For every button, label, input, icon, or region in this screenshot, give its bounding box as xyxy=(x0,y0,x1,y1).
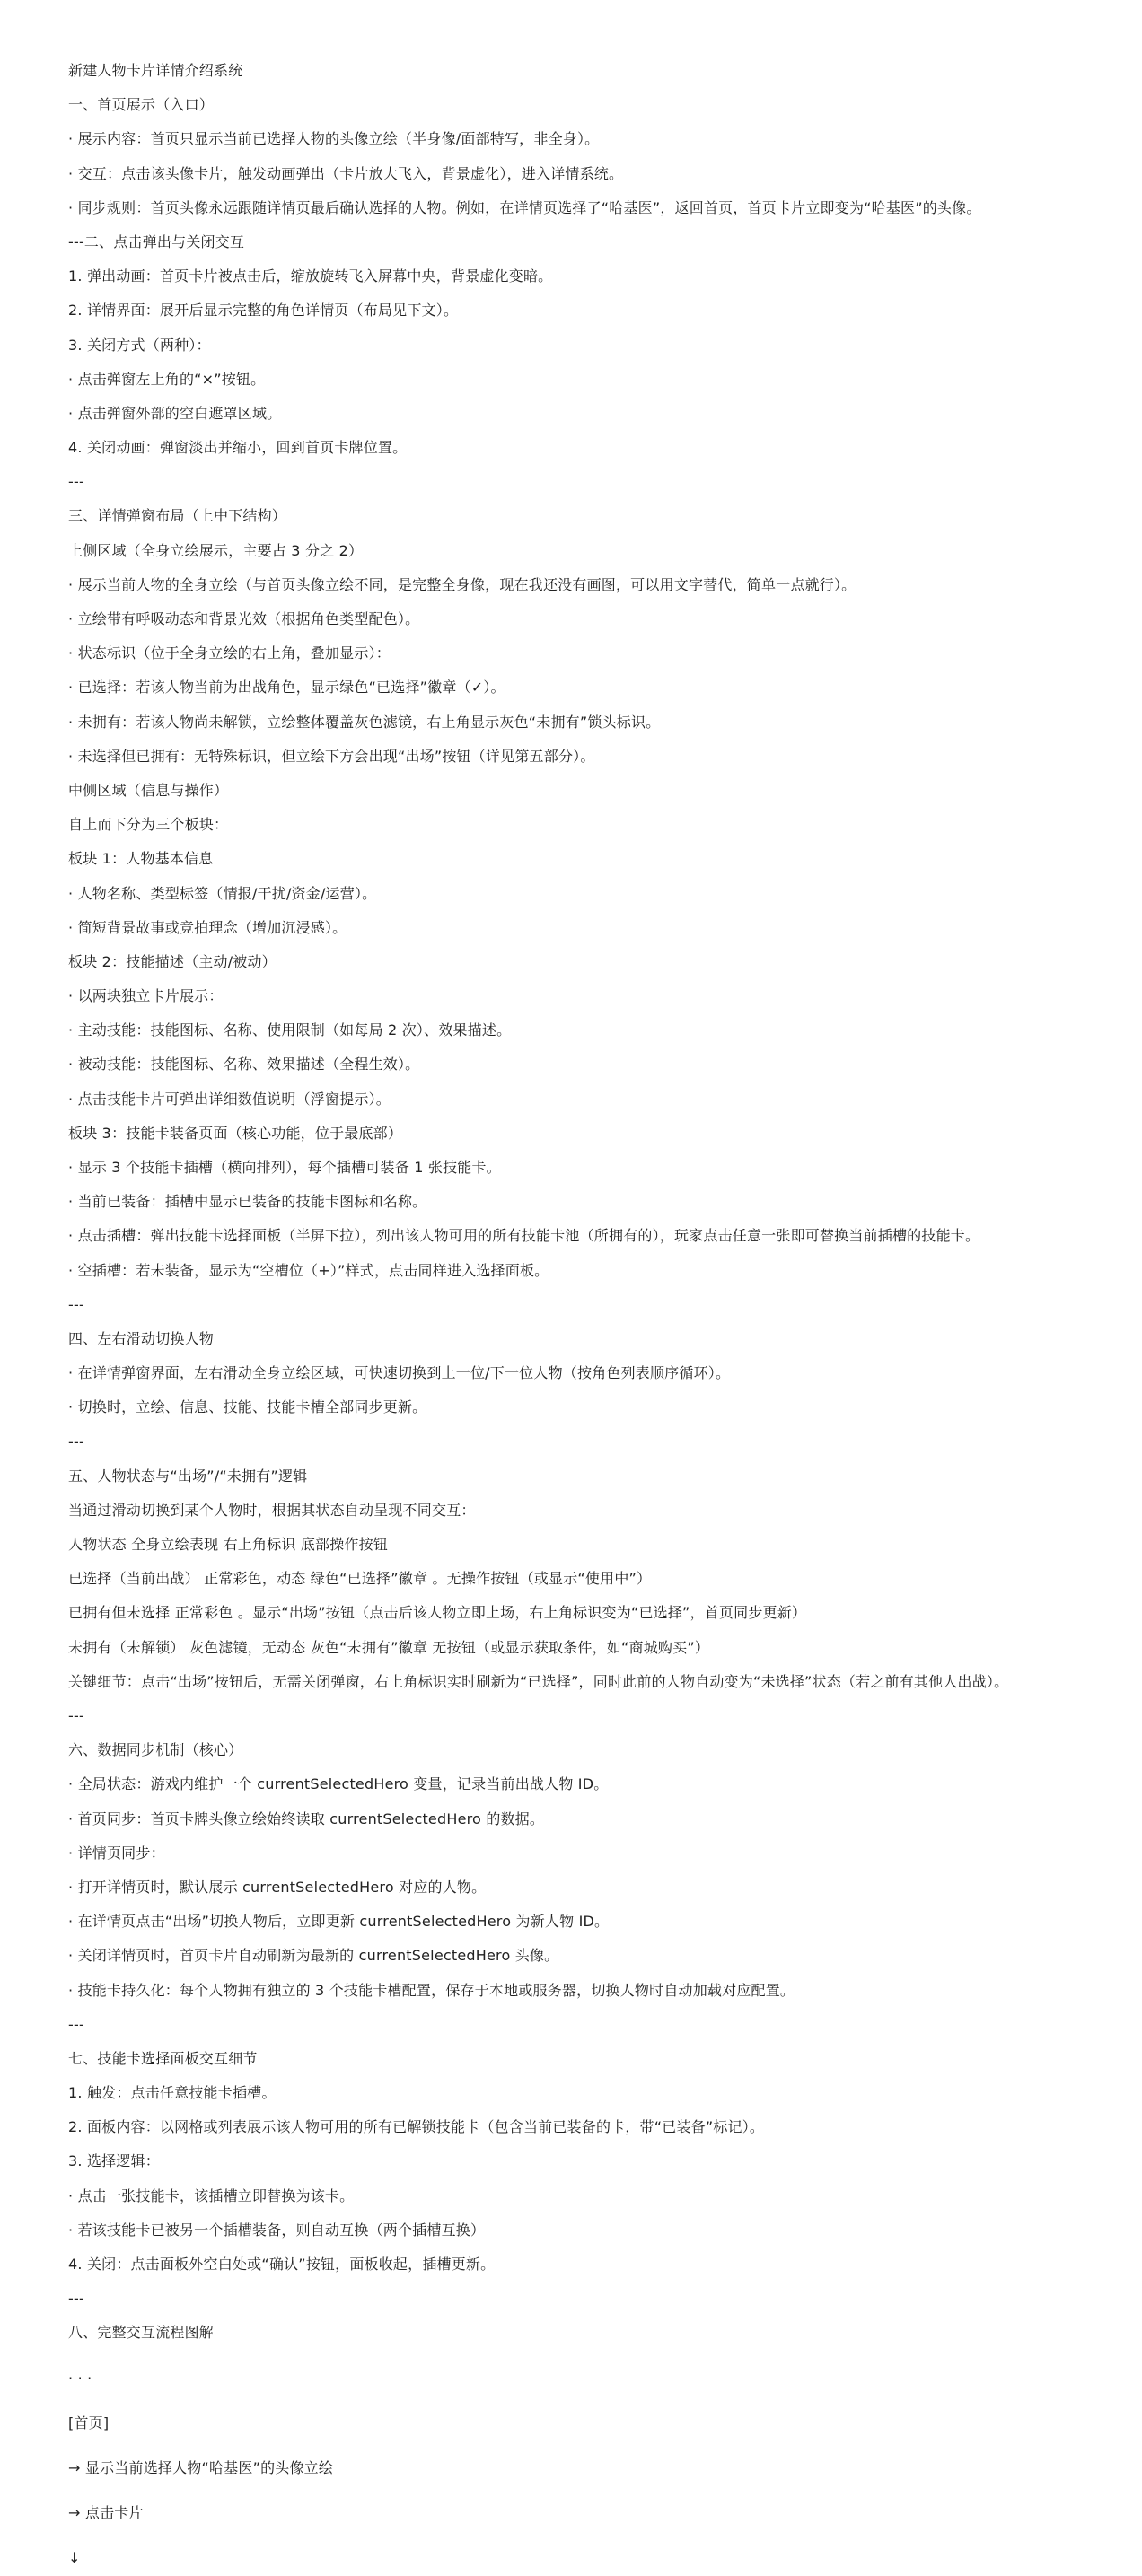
document-line: 4. 关闭：点击面板外空白处或“确认”按钮，面板收起，插槽更新。 xyxy=(68,2256,496,2273)
document-line: 板块 2：技能描述（主动/被动） xyxy=(68,952,277,970)
document-line: → 显示当前选择人物“哈基医”的头像立绘 xyxy=(68,2458,334,2476)
document-line: 关键细节：点击“出场”按钮后，无需关闭弹窗，右上角标识实时刷新为“已选择”，同时此前的人物自动变为“未选择”状态（若之前有其他人出战）。 xyxy=(68,1672,1009,1690)
document-line: · 点击一张技能卡，该插槽立即替换为该卡。 xyxy=(68,2186,355,2204)
document-line: 六、数据同步机制（核心） xyxy=(68,1741,243,1759)
document-line: 已拥有但未选择 正常彩色 。显示“出场”按钮（点击后该人物立即上场，右上角标识变为“已选择”，首页同步更新） xyxy=(68,1604,807,1622)
document-line: --- xyxy=(68,1707,84,1724)
document-line: 2. 面板内容：以网格或列表展示该人物可用的所有已解锁技能卡（包含当前已装备的卡，带“已装备”标记）。 xyxy=(68,2118,765,2136)
document-line: → 点击卡片 xyxy=(68,2504,144,2522)
document-line: --- xyxy=(68,2290,84,2308)
document-line: · 已选择：若该人物当前为出战角色，显示绿色“已选择”徽章（✓）。 xyxy=(68,679,505,697)
document-line: 未拥有（未解锁） 灰色滤镜，无动态 灰色“未拥有”徽章 无按钮（或显示获取条件，如“商城购买”） xyxy=(68,1638,710,1656)
document-line: · 首页同步：首页卡牌头像立绘始终读取 currentSelectedHero 的数据。 xyxy=(68,1809,545,1827)
document-line: 八、完整交互流程图解 xyxy=(68,2324,215,2342)
document-line: · 在详情弹窗界面，左右滑动全身立绘区域，可快速切换到上一位/下一位人物（按角色列表顺序循环）。 xyxy=(68,1364,731,1382)
document-line: 中侧区域（信息与操作） xyxy=(68,781,229,799)
document-line: 当通过滑动切换到某个人物时，根据其状态自动呈现不同交互： xyxy=(68,1501,476,1519)
document-line: 五、人物状态与“出场”/“未拥有”逻辑 xyxy=(68,1467,308,1485)
document-line: · 空插槽：若未装备，显示为“空槽位（+）”样式，点击同样进入选择面板。 xyxy=(68,1261,549,1279)
document-line: · 详情页同步： xyxy=(68,1844,165,1862)
document-line: 人物状态 全身立绘表现 右上角标识 底部操作按钮 xyxy=(68,1536,389,1554)
document-line: 三、详情弹窗布局（上中下结构） xyxy=(68,507,287,525)
document-line: 一、首页展示（入口） xyxy=(68,96,215,114)
document-line: 四、左右滑动切换人物 xyxy=(68,1329,215,1347)
document-line: · 打开详情页时，默认展示 currentSelectedHero 对应的人物。 xyxy=(68,1878,487,1896)
document-line: 新建人物卡片详情介绍系统 xyxy=(68,62,243,79)
document-line: · 若该技能卡已被另一个插槽装备，则自动互换（两个插槽互换） xyxy=(68,2221,486,2239)
document-line: 已选择（当前出战） 正常彩色，动态 绿色“已选择”徽章 。无操作按钮（或显示“使用中”） xyxy=(68,1570,652,1588)
document-line: · 同步规则：首页头像永远跟随详情页最后确认选择的人物。例如，在详情页选择了“哈基医”，返回首页，首页卡片立即变为“哈基医”的头像。 xyxy=(68,198,981,216)
document-line: 2. 详情界面：展开后显示完整的角色详情页（布局见下文）。 xyxy=(68,302,459,320)
document-line: [首页] xyxy=(68,2414,110,2431)
document-line: · 未拥有：若该人物尚未解锁，立绘整体覆盖灰色滤镜，右上角显示灰色“未拥有”锁头标识。 xyxy=(68,713,661,731)
document-line: --- xyxy=(68,1295,84,1313)
document-line: · 立绘带有呼吸动态和背景光效（根据角色类型配色）。 xyxy=(68,610,420,627)
document-line: 板块 3：技能卡装备页面（核心功能，位于最底部） xyxy=(68,1124,403,1142)
document-line: ---二、点击弹出与关闭交互 xyxy=(68,232,245,250)
document-line: · 显示 3 个技能卡插槽（横向排列），每个插槽可装备 1 张技能卡。 xyxy=(68,1159,501,1176)
document-line: · · · xyxy=(68,2369,92,2387)
document-line: · 全局状态：游戏内维护一个 currentSelectedHero 变量，记录当前出战人物 ID。 xyxy=(68,1775,609,1793)
document-line: · 人物名称、类型标签（情报/干扰/资金/运营）。 xyxy=(68,884,377,902)
document-line: · 未选择但已拥有：无特殊标识，但立绘下方会出现“出场”按钮（详见第五部分）。 xyxy=(68,747,595,765)
document-line: · 主动技能：技能图标、名称、使用限制（如每局 2 次）、效果描述。 xyxy=(68,1021,512,1039)
document-line: · 状态标识（位于全身立绘的右上角，叠加显示）： xyxy=(68,644,391,662)
document-line: · 切换时，立绘、信息、技能、技能卡槽全部同步更新。 xyxy=(68,1398,427,1416)
document-line: · 展示内容：首页只显示当前已选择人物的头像立绘（半身像/面部特写，非全身）。 xyxy=(68,130,600,148)
document-line: · 被动技能：技能图标、名称、效果描述（全程生效）。 xyxy=(68,1056,420,1073)
document-line: · 简短背景故事或竞拍理念（增加沉浸感）。 xyxy=(68,918,347,936)
document-line: 自上而下分为三个板块： xyxy=(68,816,229,834)
document-line: 3. 选择逻辑： xyxy=(68,2152,160,2170)
document-line: · 展示当前人物的全身立绘（与首页头像立绘不同，是完整全身像，现在我还没有画图，可以用文字替代，简单一点就行）。 xyxy=(68,575,856,593)
document-line: · 关闭详情页时，首页卡片自动刷新为最新的 currentSelectedHero 头像。 xyxy=(68,1947,559,1965)
document-line: 上侧区域（全身立绘展示，主要占 3 分之 2） xyxy=(68,541,364,559)
document-line: --- xyxy=(68,1433,84,1450)
document-line: --- xyxy=(68,2015,84,2033)
document-line: 3. 关闭方式（两种）： xyxy=(68,336,211,354)
document-line: ↓ xyxy=(68,2549,81,2567)
document-line: 七、技能卡选择面板交互细节 xyxy=(68,2049,258,2067)
document-line: --- xyxy=(68,473,84,491)
document-line: · 点击弹窗左上角的“×”按钮。 xyxy=(68,370,266,388)
document-line: · 在详情页点击“出场”切换人物后，立即更新 currentSelectedHero 为新人物 ID。 xyxy=(68,1913,610,1931)
document-line: · 以两块独立卡片展示： xyxy=(68,987,224,1005)
document-line: · 技能卡持久化：每个人物拥有独立的 3 个技能卡槽配置，保存于本地或服务器，切换人物时自动加载对应配置。 xyxy=(68,1981,795,1999)
document-line: · 点击弹窗外部的空白遮罩区域。 xyxy=(68,404,282,422)
document-line: · 点击技能卡片可弹出详细数值说明（浮窗提示）。 xyxy=(68,1090,391,1108)
document-line: · 当前已装备：插槽中显示已装备的技能卡图标和名称。 xyxy=(68,1193,427,1211)
document-line: 板块 1：人物基本信息 xyxy=(68,850,214,868)
document-line: · 交互：点击该头像卡片，触发动画弹出（卡片放大飞入，背景虚化），进入详情系统。 xyxy=(68,164,624,182)
document-line: 1. 触发：点击任意技能卡插槽。 xyxy=(68,2084,277,2102)
document-line: 4. 关闭动画：弹窗淡出并缩小，回到首页卡牌位置。 xyxy=(68,439,408,457)
document-line: 1. 弹出动画：首页卡片被点击后，缩放旋转飞入屏幕中央，背景虚化变暗。 xyxy=(68,267,553,285)
document-line: · 点击插槽：弹出技能卡选择面板（半屏下拉），列出该人物可用的所有技能卡池（所拥有的），玩家点击任意一张即可替换当前插槽的技能卡。 xyxy=(68,1227,980,1245)
